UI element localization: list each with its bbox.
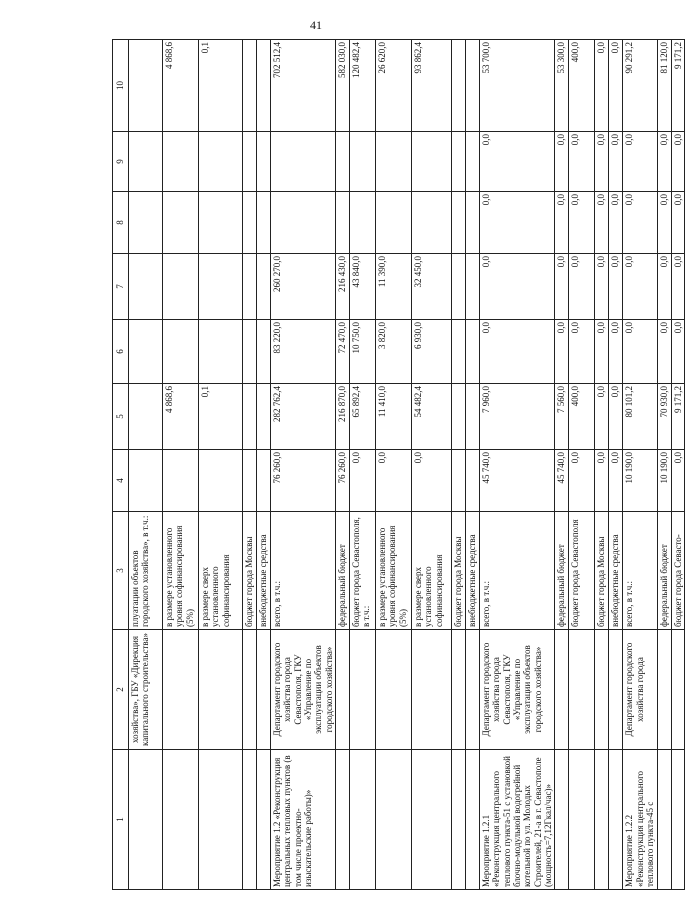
amount-cell xyxy=(466,384,480,450)
amount-cell: 0,0 xyxy=(657,254,671,320)
amount-cell xyxy=(163,320,199,384)
source-cell: плуатации объектов городского хозяйства», в т.ч.: xyxy=(129,512,163,630)
amount-cell: 0,0 xyxy=(609,450,623,512)
amount-cell xyxy=(199,320,243,384)
amount-cell xyxy=(129,192,163,254)
amount-cell xyxy=(452,132,466,192)
amount-cell: 0,0 xyxy=(480,320,555,384)
amount-cell xyxy=(452,254,466,320)
amount-cell: 4 868,6 xyxy=(163,384,199,450)
activity-cell xyxy=(595,750,609,890)
amount-cell: 0,0 xyxy=(569,254,595,320)
executor-cell xyxy=(609,630,623,750)
amount-cell xyxy=(129,450,163,512)
amount-cell: 0,0 xyxy=(480,132,555,192)
col-header: 9 xyxy=(113,132,129,192)
source-cell: бюджет города Севастополя, в т.ч.: xyxy=(350,512,376,630)
executor-cell xyxy=(163,630,199,750)
source-cell: внебюджетные средства xyxy=(609,512,623,630)
amount-cell: 0,0 xyxy=(595,254,609,320)
activity-cell xyxy=(609,750,623,890)
activity-cell xyxy=(555,750,569,890)
amount-cell: 45 740,0 xyxy=(555,450,569,512)
amount-cell: 0,0 xyxy=(609,320,623,384)
table-row xyxy=(623,40,657,890)
amount-cell xyxy=(199,254,243,320)
table-row xyxy=(336,40,350,890)
amount-cell xyxy=(452,450,466,512)
amount-cell xyxy=(466,450,480,512)
amount-cell: 0,0 xyxy=(376,450,412,512)
source-cell: федеральный бюджет xyxy=(657,512,671,630)
amount-cell xyxy=(243,40,257,132)
amount-cell: 0,0 xyxy=(609,132,623,192)
amount-cell: 76 260,0 xyxy=(336,450,350,512)
amount-cell: 0,0 xyxy=(623,254,657,320)
table-row xyxy=(452,40,466,890)
amount-cell: 0,0 xyxy=(671,132,684,192)
column-number-row xyxy=(113,40,129,890)
program-table xyxy=(112,40,683,890)
amount-cell xyxy=(199,132,243,192)
amount-cell: 6 930,0 xyxy=(412,320,452,384)
table-row xyxy=(163,40,199,890)
activity-cell: Мероприятие 1.2 «Реконструкция центральных тепловых пунктов (в том числе проектно-изыскательские работы)» xyxy=(271,750,336,890)
financing-table xyxy=(112,39,685,890)
amount-cell: 0,1 xyxy=(199,384,243,450)
executor-cell: Департамент городского хозяйства города xyxy=(623,630,657,750)
table-row xyxy=(595,40,609,890)
amount-cell xyxy=(243,192,257,254)
executor-cell xyxy=(336,630,350,750)
amount-cell: 0,0 xyxy=(671,192,684,254)
amount-cell: 11 390,0 xyxy=(376,254,412,320)
executor-cell: Департамент городского хозяйства города Севастополя, ГКУ «Управление по эксплуатации объектов городского хозяйства» xyxy=(480,630,555,750)
table-row xyxy=(466,40,480,890)
activity-cell xyxy=(452,750,466,890)
activity-cell xyxy=(466,750,480,890)
amount-cell: 32 450,0 xyxy=(412,254,452,320)
table-row xyxy=(243,40,257,890)
amount-cell xyxy=(257,320,271,384)
amount-cell xyxy=(257,450,271,512)
amount-cell xyxy=(466,132,480,192)
amount-cell: 10 750,0 xyxy=(350,320,376,384)
table-row xyxy=(480,40,555,890)
source-cell: бюджет города Москвы xyxy=(243,512,257,630)
amount-cell: 0,0 xyxy=(480,192,555,254)
amount-cell xyxy=(452,384,466,450)
page-number: 41 xyxy=(310,18,322,32)
amount-cell: 72 470,0 xyxy=(336,320,350,384)
amount-cell xyxy=(163,254,199,320)
source-cell: федеральный бюджет xyxy=(336,512,350,630)
amount-cell: 76 260,0 xyxy=(271,450,336,512)
amount-cell: 216 430,0 xyxy=(336,254,350,320)
amount-cell: 70 930,0 xyxy=(657,384,671,450)
col-header: 10 xyxy=(113,40,129,132)
table-row xyxy=(569,40,595,890)
amount-cell xyxy=(129,132,163,192)
activity-cell xyxy=(671,750,684,890)
amount-cell: 0,0 xyxy=(569,450,595,512)
amount-cell xyxy=(129,40,163,132)
amount-cell: 120 482,4 xyxy=(350,40,376,132)
table-row xyxy=(199,40,243,890)
amount-cell xyxy=(163,132,199,192)
amount-cell: 7 560,0 xyxy=(555,384,569,450)
amount-cell xyxy=(412,132,452,192)
amount-cell xyxy=(452,320,466,384)
amount-cell: 0,0 xyxy=(609,40,623,132)
executor-cell xyxy=(569,630,595,750)
source-cell: бюджет города Севастополя xyxy=(569,512,595,630)
executor-cell xyxy=(466,630,480,750)
amount-cell xyxy=(243,450,257,512)
executor-cell xyxy=(376,630,412,750)
source-cell: в размере сверх установленного софинансирования xyxy=(199,512,243,630)
amount-cell xyxy=(257,384,271,450)
amount-cell: 0,0 xyxy=(623,320,657,384)
amount-cell: 0,0 xyxy=(350,450,376,512)
table-row xyxy=(257,40,271,890)
amount-cell xyxy=(257,254,271,320)
activity-cell xyxy=(243,750,257,890)
amount-cell xyxy=(271,132,336,192)
source-cell: бюджет города Москвы xyxy=(452,512,466,630)
col-header: 6 xyxy=(113,320,129,384)
amount-cell xyxy=(350,132,376,192)
amount-cell xyxy=(163,450,199,512)
amount-cell: 80 101,2 xyxy=(623,384,657,450)
executor-cell: хозяйства», ГБУ «Дирекция капитального строительства» xyxy=(129,630,163,750)
executor-cell xyxy=(257,630,271,750)
executor-cell xyxy=(243,630,257,750)
activity-cell xyxy=(199,750,243,890)
amount-cell: 0,0 xyxy=(671,254,684,320)
amount-cell: 7 960,0 xyxy=(480,384,555,450)
amount-cell: 83 220,0 xyxy=(271,320,336,384)
executor-cell xyxy=(657,630,671,750)
amount-cell: 43 840,0 xyxy=(350,254,376,320)
amount-cell: 0,0 xyxy=(671,450,684,512)
amount-cell xyxy=(243,254,257,320)
table-row xyxy=(657,40,671,890)
amount-cell: 0,0 xyxy=(555,132,569,192)
col-header: 1 xyxy=(113,750,129,890)
amount-cell: 9 171,2 xyxy=(671,40,684,132)
amount-cell: 53 300,0 xyxy=(555,40,569,132)
amount-cell: 54 482,4 xyxy=(412,384,452,450)
activity-cell xyxy=(569,750,595,890)
source-cell: всего, в т.ч.: xyxy=(480,512,555,630)
amount-cell: 400,0 xyxy=(569,40,595,132)
activity-cell xyxy=(412,750,452,890)
amount-cell: 3 820,0 xyxy=(376,320,412,384)
amount-cell: 0,0 xyxy=(609,254,623,320)
source-cell: бюджет города Москвы xyxy=(595,512,609,630)
activity-cell xyxy=(376,750,412,890)
col-header: 7 xyxy=(113,254,129,320)
amount-cell xyxy=(452,40,466,132)
amount-cell: 282 762,4 xyxy=(271,384,336,450)
activity-cell: Мероприятие 1.2.2 «Реконструкция центрального теплового пункта-45 с xyxy=(623,750,657,890)
source-cell: всего, в т.ч.: xyxy=(271,512,336,630)
table-row xyxy=(555,40,569,890)
amount-cell: 0,0 xyxy=(569,192,595,254)
amount-cell: 260 270,0 xyxy=(271,254,336,320)
col-header: 2 xyxy=(113,630,129,750)
executor-cell xyxy=(350,630,376,750)
amount-cell xyxy=(350,192,376,254)
amount-cell: 0,0 xyxy=(595,320,609,384)
amount-cell xyxy=(129,320,163,384)
col-header: 4 xyxy=(113,450,129,512)
amount-cell xyxy=(336,132,350,192)
amount-cell xyxy=(466,254,480,320)
activity-cell xyxy=(350,750,376,890)
amount-cell: 400,0 xyxy=(569,384,595,450)
table-row xyxy=(671,40,684,890)
amount-cell: 702 512,4 xyxy=(271,40,336,132)
amount-cell: 0,0 xyxy=(595,192,609,254)
amount-cell xyxy=(452,192,466,254)
source-cell: всего, в т.ч.: xyxy=(623,512,657,630)
source-cell: внебюджетные средства xyxy=(257,512,271,630)
amount-cell xyxy=(271,192,336,254)
col-header: 8 xyxy=(113,192,129,254)
source-cell: в размере установленного уровня софинансирования (5%) xyxy=(376,512,412,630)
amount-cell: 0,0 xyxy=(595,450,609,512)
amount-cell xyxy=(243,132,257,192)
amount-cell: 0,0 xyxy=(555,192,569,254)
executor-cell: Департамент городского хозяйства города Севастополя, ГКУ «Управление по эксплуатации объектов городского хозяйства» xyxy=(271,630,336,750)
amount-cell: 81 120,0 xyxy=(657,40,671,132)
table-row xyxy=(271,40,336,890)
amount-cell xyxy=(466,320,480,384)
col-header: 5 xyxy=(113,384,129,450)
executor-cell xyxy=(412,630,452,750)
amount-cell: 0,0 xyxy=(569,320,595,384)
amount-cell: 11 410,0 xyxy=(376,384,412,450)
amount-cell xyxy=(129,384,163,450)
amount-cell: 0,0 xyxy=(480,254,555,320)
executor-cell xyxy=(555,630,569,750)
amount-cell: 10 190,0 xyxy=(623,450,657,512)
amount-cell: 0,0 xyxy=(657,132,671,192)
amount-cell: 0,0 xyxy=(609,192,623,254)
executor-cell xyxy=(595,630,609,750)
amount-cell xyxy=(257,40,271,132)
amount-cell: 0,0 xyxy=(623,132,657,192)
executor-cell xyxy=(452,630,466,750)
amount-cell: 4 868,6 xyxy=(163,40,199,132)
amount-cell xyxy=(129,254,163,320)
amount-cell xyxy=(466,40,480,132)
source-cell: федеральный бюджет xyxy=(555,512,569,630)
amount-cell xyxy=(199,450,243,512)
amount-cell xyxy=(243,320,257,384)
activity-cell: Мероприятие 1.2.1 «Реконструкция центрального теплового пункта-51 с установкой блочно-модульной водогрейной котельной по ул. Молодых Строителей, 21-а в г. Севастополе (мощность=7,12Гкал/час)» xyxy=(480,750,555,890)
amount-cell: 0,0 xyxy=(595,384,609,450)
amount-cell: 0,1 xyxy=(199,40,243,132)
amount-cell: 0,0 xyxy=(412,450,452,512)
amount-cell xyxy=(376,192,412,254)
amount-cell: 65 892,4 xyxy=(350,384,376,450)
amount-cell: 0,0 xyxy=(657,192,671,254)
amount-cell xyxy=(466,192,480,254)
amount-cell xyxy=(257,192,271,254)
activity-cell xyxy=(336,750,350,890)
amount-cell: 216 870,0 xyxy=(336,384,350,450)
table-row xyxy=(609,40,623,890)
amount-cell: 0,0 xyxy=(609,384,623,450)
amount-cell: 0,0 xyxy=(555,320,569,384)
amount-cell: 0,0 xyxy=(595,40,609,132)
amount-cell xyxy=(163,192,199,254)
table-row xyxy=(412,40,452,890)
amount-cell: 45 740,0 xyxy=(480,450,555,512)
amount-cell: 53 700,0 xyxy=(480,40,555,132)
activity-cell xyxy=(657,750,671,890)
amount-cell xyxy=(336,192,350,254)
activity-cell xyxy=(257,750,271,890)
table-row xyxy=(350,40,376,890)
amount-cell xyxy=(199,192,243,254)
executor-cell xyxy=(671,630,684,750)
amount-cell: 93 862,4 xyxy=(412,40,452,132)
amount-cell xyxy=(412,192,452,254)
source-cell: внебюджетные средства xyxy=(466,512,480,630)
amount-cell: 10 190,0 xyxy=(657,450,671,512)
executor-cell xyxy=(199,630,243,750)
source-cell: в размере установленного уровня софинансирования (5%) xyxy=(163,512,199,630)
table-row xyxy=(129,40,163,890)
amount-cell xyxy=(376,132,412,192)
amount-cell xyxy=(243,384,257,450)
amount-cell: 0,0 xyxy=(657,320,671,384)
col-header: 3 xyxy=(113,512,129,630)
amount-cell: 26 620,0 xyxy=(376,40,412,132)
amount-cell: 0,0 xyxy=(555,254,569,320)
amount-cell: 582 030,0 xyxy=(336,40,350,132)
amount-cell xyxy=(257,132,271,192)
amount-cell: 9 171,2 xyxy=(671,384,684,450)
amount-cell: 0,0 xyxy=(671,320,684,384)
amount-cell: 0,0 xyxy=(623,192,657,254)
amount-cell: 0,0 xyxy=(569,132,595,192)
amount-cell: 90 291,2 xyxy=(623,40,657,132)
table-row xyxy=(376,40,412,890)
source-cell: в размере сверх установленного софинансирования xyxy=(412,512,452,630)
activity-cell xyxy=(163,750,199,890)
source-cell: бюджет города Севасто- xyxy=(671,512,684,630)
amount-cell: 0,0 xyxy=(595,132,609,192)
activity-cell xyxy=(129,750,163,890)
